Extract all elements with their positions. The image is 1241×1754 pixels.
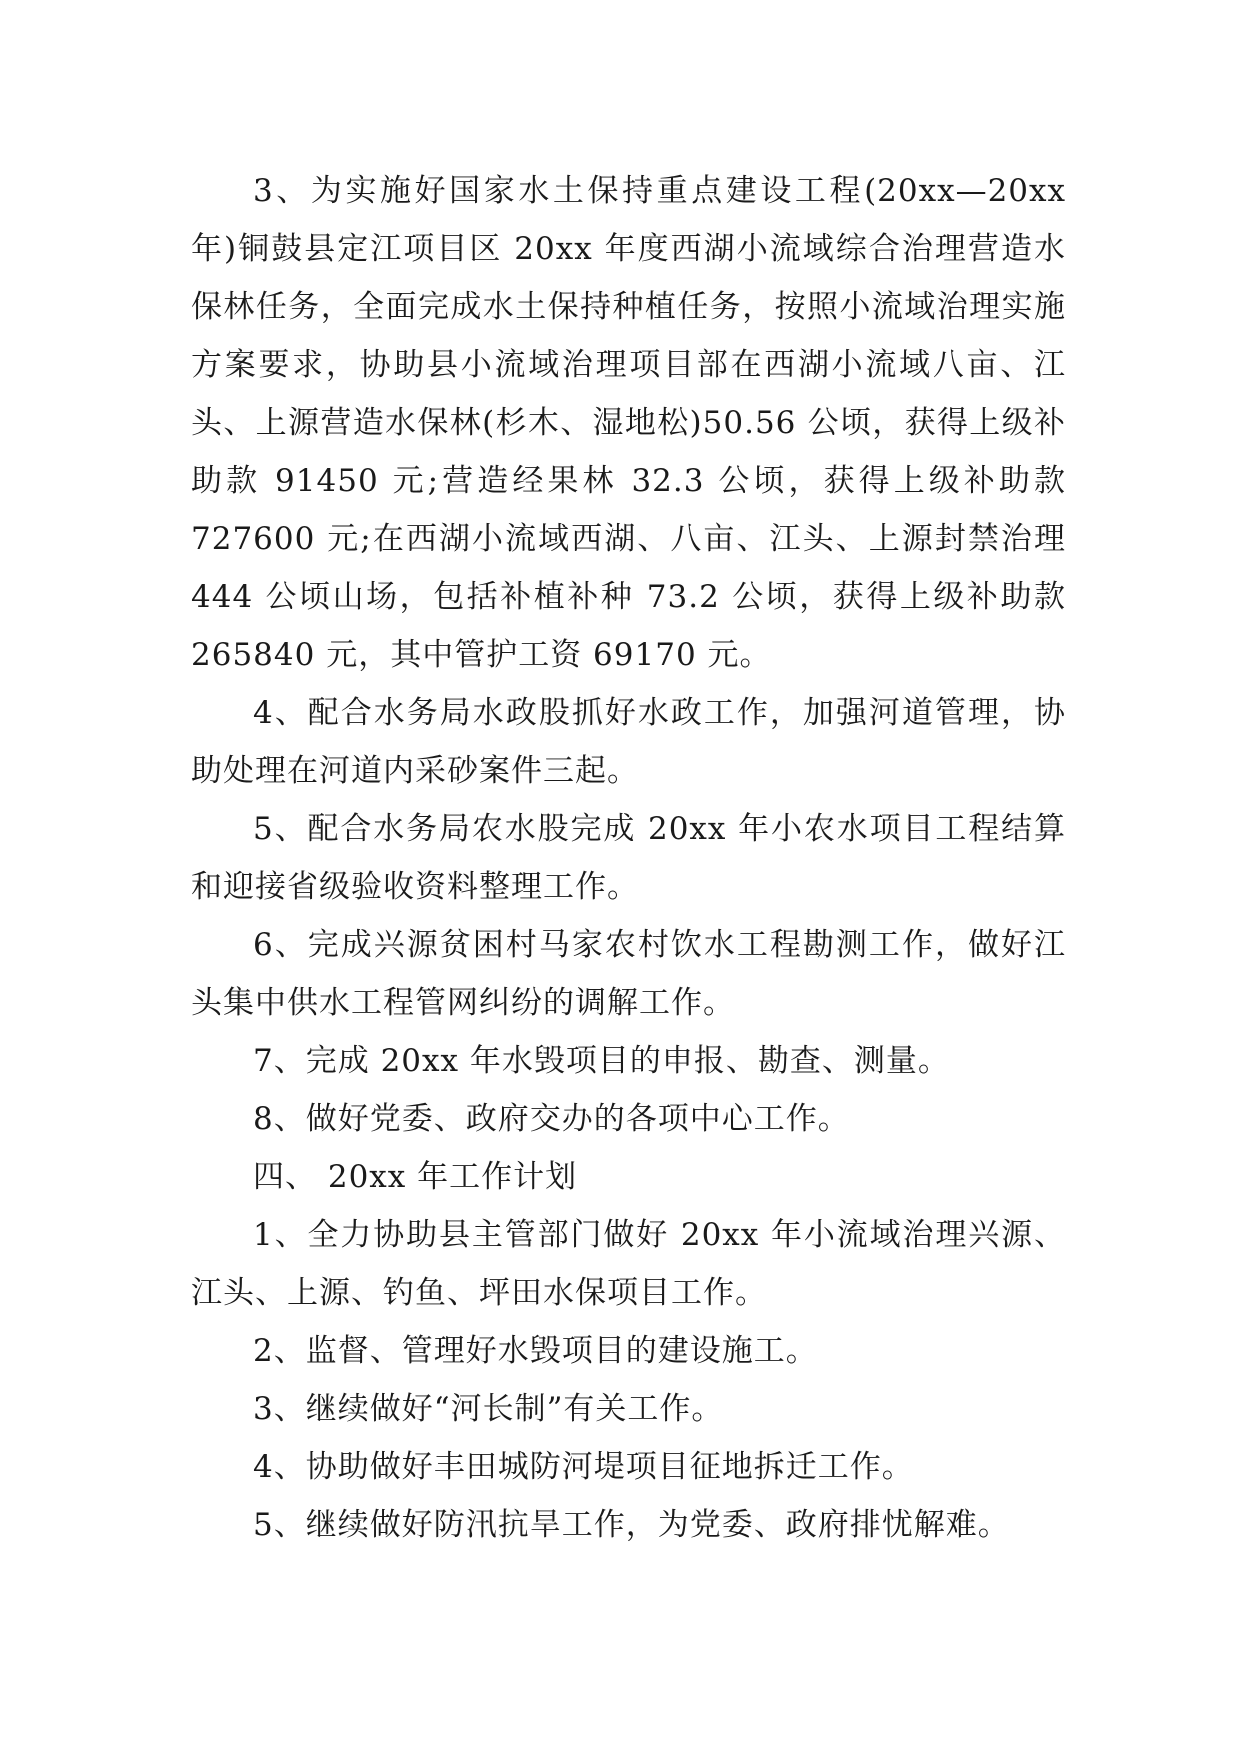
plan-item-4: 4、协助做好丰田城防河堤项目征地拆迁工作。 [253, 1449, 914, 1485]
paragraph-item-4-water-administration: 4、配合水务局水政股抓好水政工作，加强河道管理，协助处理在河道内采砂案件三起。 [191, 695, 1066, 789]
plan-item-3: 3、继续做好“河长制”有关工作。 [253, 1391, 724, 1427]
paragraph-item-6-drinking-water: 6、完成兴源贫困村马家农村饮水工程勘测工作，做好江头集中供水工程管网纠纷的调解工作。 [191, 927, 1066, 1021]
plan-item-2: 2、监督、管理好水毁项目的建设施工。 [253, 1333, 818, 1369]
plan-item-1: 1、全力协助县主管部门做好 20xx 年小流域治理兴源、江头、上源、钓鱼、坪田水保项目工作。 [191, 1217, 1066, 1311]
paragraph-item-8-central-work: 8、做好党委、政府交办的各项中心工作。 [253, 1101, 850, 1137]
document-body [191, 162, 1066, 1554]
plan-item-5: 5、继续做好防汛抗旱工作，为党委、政府排忧解难。 [253, 1507, 1010, 1543]
paragraph-item-3-soil-conservation: 3、为实施好国家水土保持重点建设工程(20xx—20xx 年)铜鼓县定江项目区 20xx 年度西湖小流域综合治理营造水保林任务，全面完成水土保持种植任务，按照小流域治理实施方案要求，协助县小流域治理项目部在西湖小流域八亩、江头、上源营造水保林(杉木、湿地松)50.56 公顷，获得上级补助款 91450 元;营造经果林 32.3 公顷，获得上级补助款 727600 元;在西湖小流域西湖、八亩、江头、上源封禁治理 444 公顷山场，包括补植补种 73.2 公顷，获得上级补助款 265840 元，其中管护工资 69170 元。 [191, 173, 1066, 673]
paragraph-item-7-flood-damage: 7、完成 20xx 年水毁项目的申报、勘查、测量。 [253, 1043, 950, 1079]
section-heading-work-plan: 四、 20xx 年工作计划 [253, 1159, 578, 1195]
paragraph-item-5-irrigation-project: 5、配合水务局农水股完成 20xx 年小农水项目工程结算和迎接省级验收资料整理工作。 [191, 811, 1066, 905]
